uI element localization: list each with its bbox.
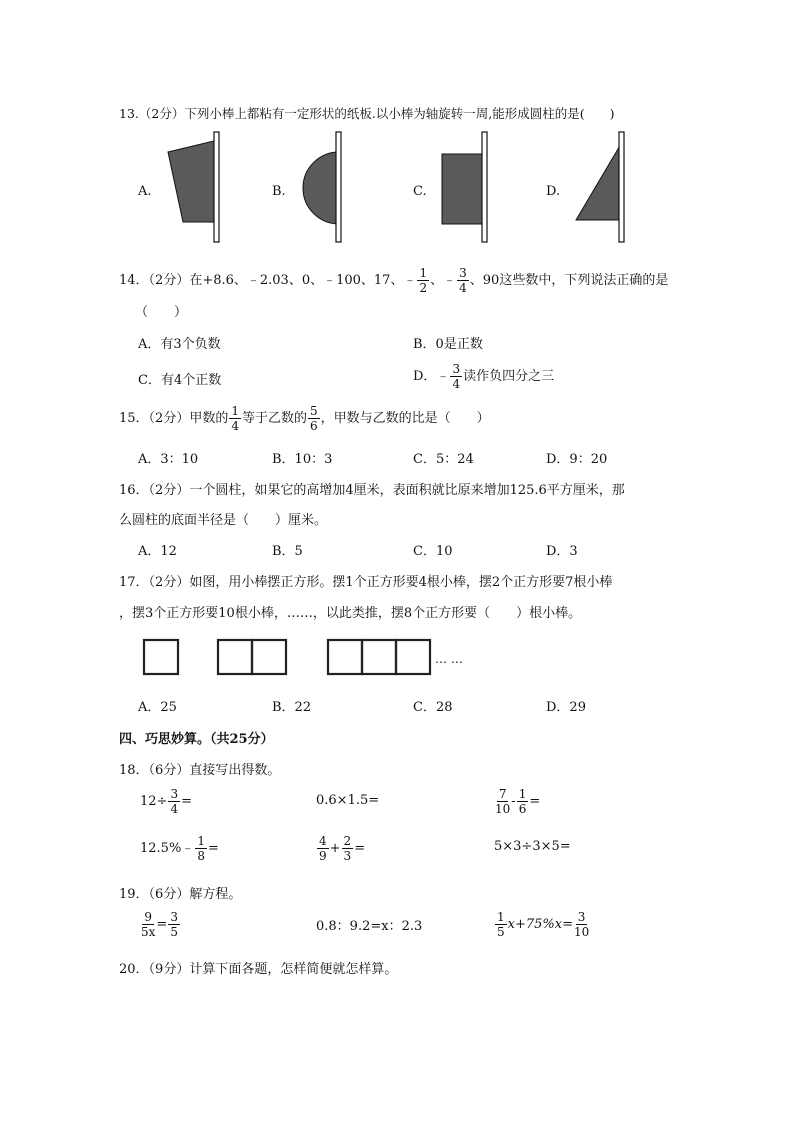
q15-option-b: B．10：3 [272,452,333,467]
q13-option-c-label: C. [413,184,427,199]
q20-stem: 20．（9分）计算下面各题，怎样简便就怎样算。 [119,962,398,977]
q18-expr-2: 0.6×1.5= [316,793,380,808]
q15-option-a: A．3：10 [138,452,199,467]
q13-figure-b [296,130,356,246]
q14-blank: （ ） [135,305,188,320]
q16-option-b: B．5 [272,544,303,559]
q14-option-c: C．有4个正数 [138,373,222,388]
q15-option-c: C．5：24 [413,452,474,467]
q17-matchstick-squares-figure [140,636,470,680]
q18-expr-3: $\frac{7}{10}$ - $\frac{1}{6}$ = [495,787,541,816]
q14-stem: 14．（2分）在+8.6、﹣2.03、0、﹣100、17、﹣ $\frac{1}{2}$ 、﹣ $\frac{3}{4}$ 、90这些数中，下列说法正确的是 [119,266,669,295]
q18-expr-6: 5×3÷3×5= [494,839,571,854]
q18-stem: 18．（6分）直接写出得数。 [119,763,281,778]
q16-line-2: 么圆柱的底面半径是（ ）厘米。 [119,513,328,528]
q14-fraction-one-half: $\frac{1}{2}$ [419,266,428,295]
q14-option-b: B．0是正数 [413,337,483,352]
q17-option-d: D．29 [546,700,586,715]
q17-option-a: A．25 [138,700,177,715]
q17-line-2: ，摆3个正方形要10根小棒，……，以此类推，摆8个正方形要（ ）根小棒。 [119,606,582,621]
q13-option-a-label: A. [138,184,152,199]
q18-expr-4: 12.5%﹣ $\frac{1}{8}$ = [140,834,219,863]
q13-stem: 13.（2分）下列小棒上都粘有一定形状的纸板.以小棒为轴旋转一周,能形成圆柱的是( ) [119,106,615,121]
q14-fraction-three-quarters: $\frac{3}{4}$ [459,266,467,295]
q18-expr-5: $\frac{4}{9}$ + $\frac{2}{3}$ = [319,834,366,863]
q13-figure-c [438,130,498,246]
q17-figure-ellipsis: … … [435,652,463,666]
q17-line-1: 17．（2分）如图，用小棒摆正方形。摆1个正方形要4根小棒，摆2个正方形要7根小棒 [119,575,613,590]
q13-option-b-label: B. [272,184,286,199]
q15-stem: 15．（2分）甲数的 $\frac{1}{4}$ 等于乙数的 $\frac{5}{6}$ ，甲数与乙数的比是（ ） [119,404,490,433]
q19-equation-3: $\frac{1}{5}$ x+75%x= $\frac{3}{10}$ [497,910,590,939]
q17-option-b: B．22 [272,700,312,715]
q17-option-c: C．28 [413,700,453,715]
q18-expr-1: 12÷ $\frac{3}{4}$ = [140,787,192,816]
q16-line-1: 16．（2分）一个圆柱，如果它的高增加4厘米，表面积就比原来增加125.6平方厘米，那 [119,483,625,498]
q16-option-d: D．3 [546,544,578,559]
q19-equation-2: 0.8：9.2=x：2.3 [316,919,423,934]
q19-equation-1: $\frac{9}{5x}$ = $\frac{3}{5}$ [141,910,178,939]
q14-option-d-fraction: $\frac{3}{4}$ [452,362,461,391]
q14-option-d: D．﹣ $\frac{3}{4}$ 读作负四分之三 [413,362,555,391]
q13-figure-d [572,130,632,246]
q13-option-d-label: D. [546,184,561,199]
q16-option-a: A．12 [138,544,177,559]
section-4-heading: 四、巧思妙算。（共25分） [119,732,274,747]
q13-figure-a [160,130,230,246]
q14-option-a: A．有3个负数 [138,337,221,352]
q15-fraction-five-sixths: $\frac{5}{6}$ [309,404,318,433]
q16-option-c: C．10 [413,544,453,559]
q15-option-d: D．9：20 [546,452,608,467]
q19-stem: 19．（6分）解方程。 [119,887,242,902]
q15-fraction-one-quarter: $\frac{1}{4}$ [231,404,239,433]
